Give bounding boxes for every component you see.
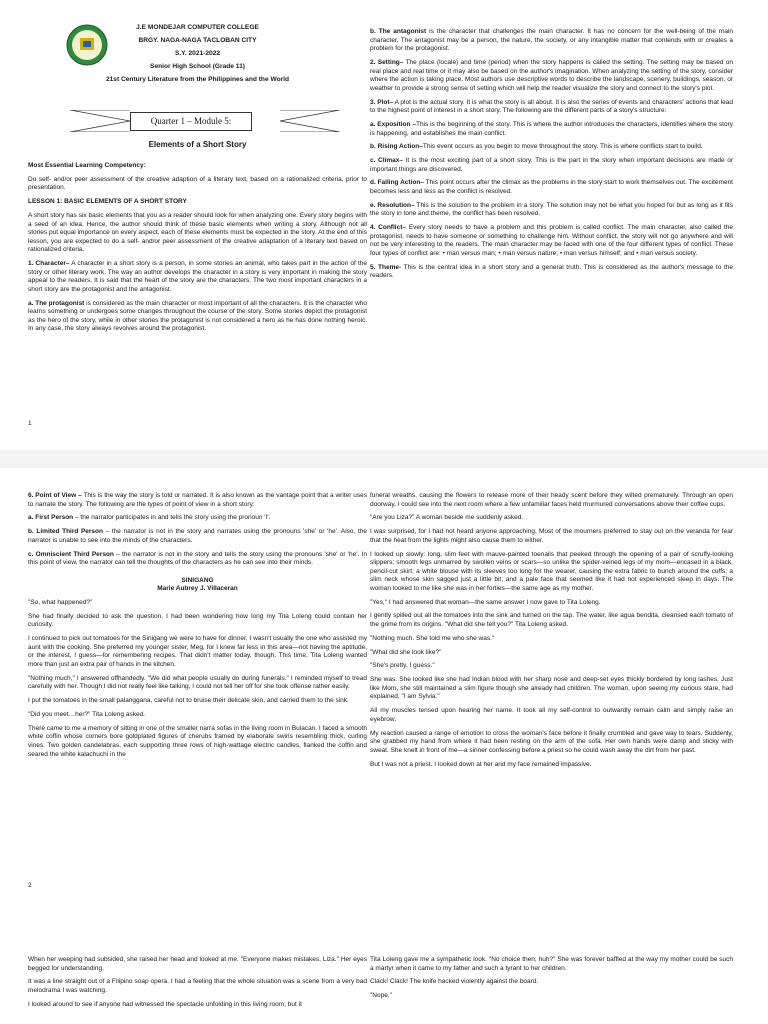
story-line: I put the tomatoes in the small palanggana, careful not to bruise their delicate skin, and carried them to the sink. [28, 697, 349, 705]
page-number-1: 1 [28, 420, 32, 427]
conflict-paragraph: 4. Conflict– Every story needs to have a problem and this problem is called conflict. The main character, also called the protagonist, needs to have someone or something to challenge him. Without conflict, the story will not go anywhere and will not be very interesting to the readers. The main character may be faced with one of the four different types of conflict. These four types of conflict are: • man versus man; • man versus nature; • man versus himself; and • man versus society. [370, 224, 733, 257]
page-1 [0, 0, 768, 450]
story-line: But I was not a priest. I looked down at her and my face remained impassive. [370, 760, 592, 768]
page3-right-column [370, 956, 733, 1006]
module-label: Quarter 1 – Module 5: [130, 112, 252, 131]
subject-title: 21st Century Literature from the Philippines and the World [105, 76, 290, 83]
rising-action-paragraph: b. Rising Action–This event occurs as you begin to move throughout the story. This is where conflicts start to build. [370, 143, 703, 151]
story-line: Tita Loleng gave me a sympathetic look. "No choice then, huh?" She was forever baffled at the way my mother could be such a martyr when it came to my father and such a tyrant to her children. [370, 956, 733, 972]
page-number-2: 2 [28, 882, 32, 889]
melc-text: Do self- and/or peer assessment of the creative adaption of a literary text, based on a rationalized criteria, prior to presentation. [28, 175, 367, 192]
lesson-title: Elements of a Short Story [148, 140, 247, 149]
story-line: I gently spilled out all the tomatoes into the sink and turned on the tap. The water, like agua bendita, cleansed each tomato of the grime from its origins. "What did she tell you?" Tita Loleng asked. [370, 612, 733, 629]
story-line: "She's pretty, I guess." [370, 662, 435, 670]
falling-action-paragraph: d. Falling Action– This point occurs after the climax as the problems in the story start to work themselves out. The excitement becomes less and less as the conflict is resolved. [370, 179, 733, 196]
plot-paragraph: 3. Plot– A plot is the actual story. It is what the story is all about. It is also the series of events and characters' actions that lead to the highest point of interest in a short story. The following are the different parts of a story's structure: [370, 98, 733, 115]
story-line: My reaction caused a range of emotion to cross the woman's face before it finally crumbled and gave way to tears. Suddenly, she grabbed my hand from where it had been resting on the arm of the sofa. Her own hands were damp and sticky with sweat. She knelt in front of me—a sinner confessing before a priest so he could wash away the dirt from her past. [370, 729, 733, 754]
first-person-paragraph: a. First Person – the narrator participates in and tells the story using the pronoun 'I'. [28, 514, 271, 522]
page1-right-column [370, 28, 733, 286]
story-line: Clack! Clack! The knife hacked violently against the board. [370, 978, 539, 986]
page-2 [0, 468, 768, 950]
story-line: It was a line straight out of a Filipino soap opera. I had a feeling that the whole situation was a scene from a very bad melodrama I was watching. [28, 978, 367, 994]
character-paragraph: 1. Character– A character in a short story is a person, in some stories an animal, who takes part in the action of the story or other literary work. The way an author develops the character in a story is very important in making the story appeal to the readers. It is said that the heart of the story are the characters. The two most important characters in a short story are the protagonist and the antagonist. [28, 260, 367, 293]
story-line: I continued to pick out tomatoes for the Sinigang we were to have for dinner. I wasn't usually the one who assisted my aunt with the cooking. She preferred my younger sister, Meg, for I knew far less in this area—not having the aptitude, or the interest, I guess—for remembering recipes. That didn't matter today, though. This time, Tita Loleng wanted more than just an extra pair of hands in the kitchen. [28, 635, 367, 669]
antagonist-paragraph: b. The antagonist is the character that challenges the main character. It has no concern for the well-being of the main character. The antagonist may be a person, the nature, the society, or any intangible matter that contends with or creates a problem for the protagonist. [370, 28, 734, 53]
college-address: BRGY. NAGA-NAGA TACLOBAN CITY [138, 37, 257, 44]
story-line: She was. She looked like she had Indian blood with her sharp nose and deep-set eyes thickly bordered by long lashes. Just like Mom, she still maintained a slim figure though she already had children. The woman, upon seeing my curious stare, had explained, "I am Sylvia." [370, 676, 733, 701]
grade-level: Senior High School (Grade 11) [150, 63, 245, 70]
story-line: All my muscles tensed upon hearing her name. It took all my self-control to outwardly remain calm and simply raise an eyebrow. [370, 707, 733, 723]
limited-third-paragraph: b. Limited Third Person – the narrator is not in the story and narrates using the pronouns 'she' or 'he'. Also, the narrator is unable to see into the minds of the characters. [28, 528, 367, 544]
story-line: I looked up slowly: long, slim feet with mauve-painted toenails that peeked through the opening of a pair of scruffy-looking slippers; smooth legs unmarred by swollen veins or scars—so unlike the spider-veined legs of my mom—encased in a black, pencil-cut skirt; a white blouse with its sleeves too long for the wearer, causing the extra fabric to bunch around the cuffs; a slim neck whose skin sagged just a little bit; and a pale face that seemed like it had not experienced sleep in days. The woman looked to me like she was in her forties—the same age as my mother. [370, 550, 733, 592]
resolution-paragraph: e. Resolution– This is the solution to the problem in a story. The solution may not be what you hoped for but as long as it fits the story in tone and theme, the conflict has been resolved. [370, 201, 733, 218]
story-line: "Did you meet…her?" Tita Loleng asked. [28, 710, 145, 718]
school-year: S.Y. 2021-2022 [174, 50, 221, 57]
page3-left-column [28, 956, 367, 1015]
page-3 [0, 950, 768, 1024]
story-line: "Nothing much," I answered offhandedly. "We did what people usually do during funerals." I reminded myself to tread carefully with her. Though I did not really feel like talking, I could not tell her off for she took offense rather easily. [28, 674, 367, 691]
omniscient-third-paragraph: c. Omniscient Third Person – the narrator is not in the story and tells the story using the pronouns 'she' or 'he'. In this point of view, the narrator can tell the thoughts of the characters as he can see into their minds. [28, 550, 367, 567]
story-line: "Yes," I had answered that woman—the same answer I now gave to Tita Loleng. [370, 598, 601, 606]
story-title: SINIGANG [181, 576, 214, 584]
story-line: There came to me a memory of sitting in one of the smaller narra sofas in the living room in Bulacan. I faced a smooth white coffin whose corners bore goldplated figures of cherubs framed by elaborate swirls resembling thick, curling vines. Two golden candelabras, each supporting three rows of high-wattage electric candles, flanked the coffin and seared the white kalachuchi in the [28, 724, 367, 758]
college-name: J.E MONDEJAR COMPUTER COLLEGE [136, 24, 259, 31]
pov-paragraph: 6. Point of View – This is the way the story is told or narrated. It is also known as the vantage point that a writer uses to narrate the story. The following are the types of point of view in a short story: [28, 492, 367, 508]
page2-right-column [370, 492, 733, 774]
lesson-heading: LESSON 1: BASIC ELEMENTS OF A SHORT STORY [28, 198, 187, 206]
story-line: She had finally decided to ask the question. I had been wondering how long my Tita Loleng could contain her curiosity. [28, 612, 367, 629]
story-line: "Nothing much. She told me who she was." [370, 634, 495, 642]
story-line: funeral wreaths, causing the flowers to release more of their heady scent before they wilted prematurely. Through an open doorway, I could see into the next room where a few unfamiliar faces held murmured conversations above their coffee cups. [370, 492, 733, 508]
story-line: "Nope." [370, 992, 392, 1000]
theme-paragraph: 5. Theme- This is the central idea in a short story and a general truth. This is considered as the author's message to the readers. [370, 263, 734, 280]
setting-paragraph: 2. Setting– The place (locale) and time (period) when the story happens is called the setting. The setting may be based on real place and real time or it may also be based on the author's imagination. When analyzing the setting of the story, consider where the action is taking place. Most authors use descriptive words to describe the landscape, scenery, buildings, season, or weather to provide a strong sense of setting which will help the reader visualize the story and connect to the story's plot. [370, 58, 733, 92]
melc-heading: Most Essential Learning Competency: [28, 162, 146, 169]
story-line: "What did she look like?" [370, 648, 442, 656]
intro-paragraph: A short story has six basic elements that you as a reader should look for when analyzing one. Every story begins with a seed of an idea. Hence, the author should think of these basic elements when writing a story. Although not all stories put equal importance on every aspect, each of these elements must be expected in the story. At the end of this lesson, you are expected to do a self- and/or peer assessment of the creative adaptation of a literary text based on rationalized criteria. [28, 211, 367, 254]
page2-left-column [28, 492, 367, 764]
document-header [28, 24, 367, 89]
page-gap [0, 450, 768, 468]
story-line: I looked around to see if anyone had witnessed the spectacle unfolding in this living room, but it [28, 1000, 302, 1008]
story-line: "So, what happened?" [28, 599, 93, 607]
protagonist-paragraph: a. The protagonist is considered as the main character or most important of all the characters. It is the character who learns something or undergoes some changes throughout the course of the story. Some stories depict the protagonist as the hero of the story, while in other stories the protagonist is not considered a hero as he has done nothing heroic. In any case, the story always revolves around the protagonist. [28, 299, 368, 333]
story-author: Marie Aubrey J. Villaceran [157, 585, 238, 593]
story-line: "Are you Liza?" A woman beside me suddenly asked. [370, 514, 524, 522]
story-line: When her weeping had subsided, she raised her head and looked at me. "Everyone makes mistakes, Liza." Her eyes begged for understanding. [28, 956, 367, 972]
page1-left-column [28, 162, 367, 339]
exposition-paragraph: a. Exposition –This is the beginning of the story. This is where the author introduces the characters, identifies where the story is happening, and establishes the main conflict. [370, 120, 733, 137]
story-line: I was surprised, for I had not heard anyone approaching. Most of the mourners preferred to stay out on the veranda for fear that the heat from the lights might also cause them to wither. [370, 528, 733, 544]
climax-paragraph: c. Climax– It is the most exciting part of a short story. This is the part in the story when important decisions are made or important things are discovered. [370, 157, 733, 173]
